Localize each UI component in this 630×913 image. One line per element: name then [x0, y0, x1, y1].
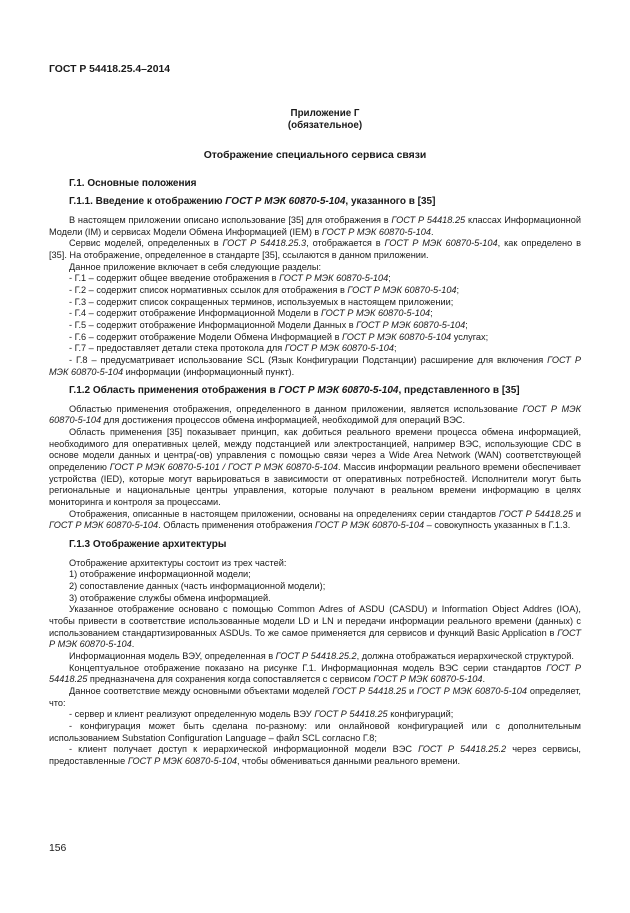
paragraph: Отображения, описанные в настоящем приложении, основаны на определениях серии стандартов ГОСТ Р 54418.25 и ГОСТ Р МЭК 60870-5-104. Область применения отображения ГОСТ Р МЭК 60870-5-104 – совокупность указанных в Г.1.3.	[49, 508, 581, 531]
paragraph: Указанное отображение основано с помощью Common Adres of ASDU (CASDU) и Information Object Addres (IOA), чтобы привести в соответствие использованные модели LD и LN и передачи информации реального времени (данных) с использованием стандартизированных ASDUs. То же самое применяется для сервисов и функций Basic Application в ГОСТ Р МЭК 60870-5-104.	[49, 604, 581, 650]
list-item: - Г.7 – предоставляет детали стека протокола для ГОСТ Р МЭК 60870-5-104;	[69, 343, 397, 354]
list-item: - Г.1 – содержит общее введение отображения в ГОСТ Р МЭК 60870-5-104;	[69, 273, 391, 284]
list-item: - Г.3 – содержит список сокращенных терминов, используемых в настоящем приложении;	[69, 296, 454, 307]
list-item: - Г.8 – предусматривает использование SCL (Язык Конфигурации Подстанции) расширение для включения ГОСТ Р МЭК 60870-5-104 информации (информационный пункт).	[49, 354, 581, 377]
section-heading-g11: Г.1.1. Введение к отображению ГОСТ Р МЭК 60870-5-104, указанного в [35]	[69, 196, 436, 208]
annex-block	[0, 108, 630, 132]
document-body	[49, 150, 581, 768]
page-number: 156	[49, 843, 67, 854]
list-item: 1) отображение информационной модели;	[69, 569, 251, 580]
paragraph: Отображение архитектуры состоит из трех частей:	[69, 557, 287, 568]
section-heading-g12: Г.1.2 Область применения отображения в ГОСТ Р МЭК 60870-5-104, представленного в [35]	[69, 385, 520, 397]
annex-status: (обязательное)	[287, 120, 363, 131]
list-item: - Г.4 – содержит отображение Информационной Модели в ГОСТ Р МЭК 60870-5-104;	[69, 308, 433, 319]
main-title: Отображение специального сервиса связи	[203, 150, 427, 161]
list-item: - сервер и клиент реализуют определенную модель ВЭУ ГОСТ Р 54418.25 конфигураций;	[69, 709, 454, 720]
list-item: - Г.5 – содержит отображение Информационной Модели Данных в ГОСТ Р МЭК 60870-5-104;	[69, 319, 468, 330]
list-item: 3) отображение службы обмена информацией.	[69, 592, 271, 603]
list-item: - клиент получает доступ к иерархической информационной модели ВЭС ГОСТ Р 54418.25.2 через сервисы, предоставленные ГОСТ Р МЭК 60870-5-104, чтобы обмениваться данными реального времени.	[49, 744, 581, 766]
section-heading-g13: Г.1.3 Отображение архитектуры	[69, 539, 227, 551]
list-item: - Г.6 – содержит отображение Модели Обмена Информацией в ГОСТ Р МЭК 60870-5-104 услугах;	[69, 331, 489, 342]
paragraph: Информационная модель ВЭУ, определенная в ГОСТ Р 54418.25.2, должна отображаться иерархической структурой.	[69, 650, 574, 661]
list-item: 2) сопоставление данных (часть информационной модели);	[69, 581, 326, 591]
paragraph: Областью применения отображения, определенного в данном приложении, является использование ГОСТ Р МЭК 60870-5-104 для достижения процессов обмена информацией, необходимой для операций ВЭС.	[49, 403, 581, 426]
paragraph: Данное соответствие между основными объектами моделей ГОСТ Р 54418.25 и ГОСТ Р МЭК 60870-5-104 определяет, что:	[49, 685, 581, 708]
annex-title: Приложение Г	[290, 108, 360, 119]
paragraph: Сервис моделей, определенных в ГОСТ Р 54418.25.3, отображается в ГОСТ Р МЭК 60870-5-104, как определено в [35]. На отображение, определенное в стандарте [35], ссылаются в данном приложении.	[49, 238, 581, 260]
section-heading-g1: Г.1. Основные положения	[69, 177, 197, 189]
paragraph: Область применения [35] показывает принцип, как добиться реального времени процесса обмена информацией, необходимого для оперативных целей, между подстанцией или электростанцией, например ВЭС, использующие CDC в основе модели данных и центра(-ов) управления с помощью связи через а Wide Area Network (WAN) соответствующей определению ГОСТ Р МЭК 60870-5-101 / ГОСТ Р МЭК 60870-5-104. Массив информации реального времени обеспечивает устройства (IED), которые могут варьироваться в зависимости от оперативных потребностей. Исполнители могут быть региональные и национальные центры управления, которые получают в реальном времени информацию в целях мониторинга и контроля за процессами.	[49, 427, 581, 508]
list-item: - конфигурация может быть сделана по-разному: или онлайновой конфигурацией или с дополнительным использованием Substation Configuration Language – файл SCL согласно Г.8;	[49, 720, 581, 743]
document-header-code: ГОСТ Р 54418.25.4–2014	[49, 64, 171, 75]
paragraph: В настоящем приложении описано использование [35] для отображения в ГОСТ Р 54418.25 классах Информационной Модели (IM) и сервисах Модели Обмена Информацией (IEM) в ГОСТ Р МЭК 60870-5-104.	[49, 214, 581, 237]
paragraph: Данное приложение включает в себя следующие разделы:	[69, 261, 322, 272]
list-item: - Г.2 – содержит список нормативных ссылок для отображения в ГОСТ Р МЭК 60870-5-104;	[69, 284, 460, 295]
paragraph: Концептуальное отображение показано на рисунке Г.1. Информационная модель ВЭС серии стандартов ГОСТ Р 54418.25 предназначена для сохранения когда сопоставляется с сервисом ГОСТ Р МЭК 60870-5-104.	[49, 662, 581, 685]
